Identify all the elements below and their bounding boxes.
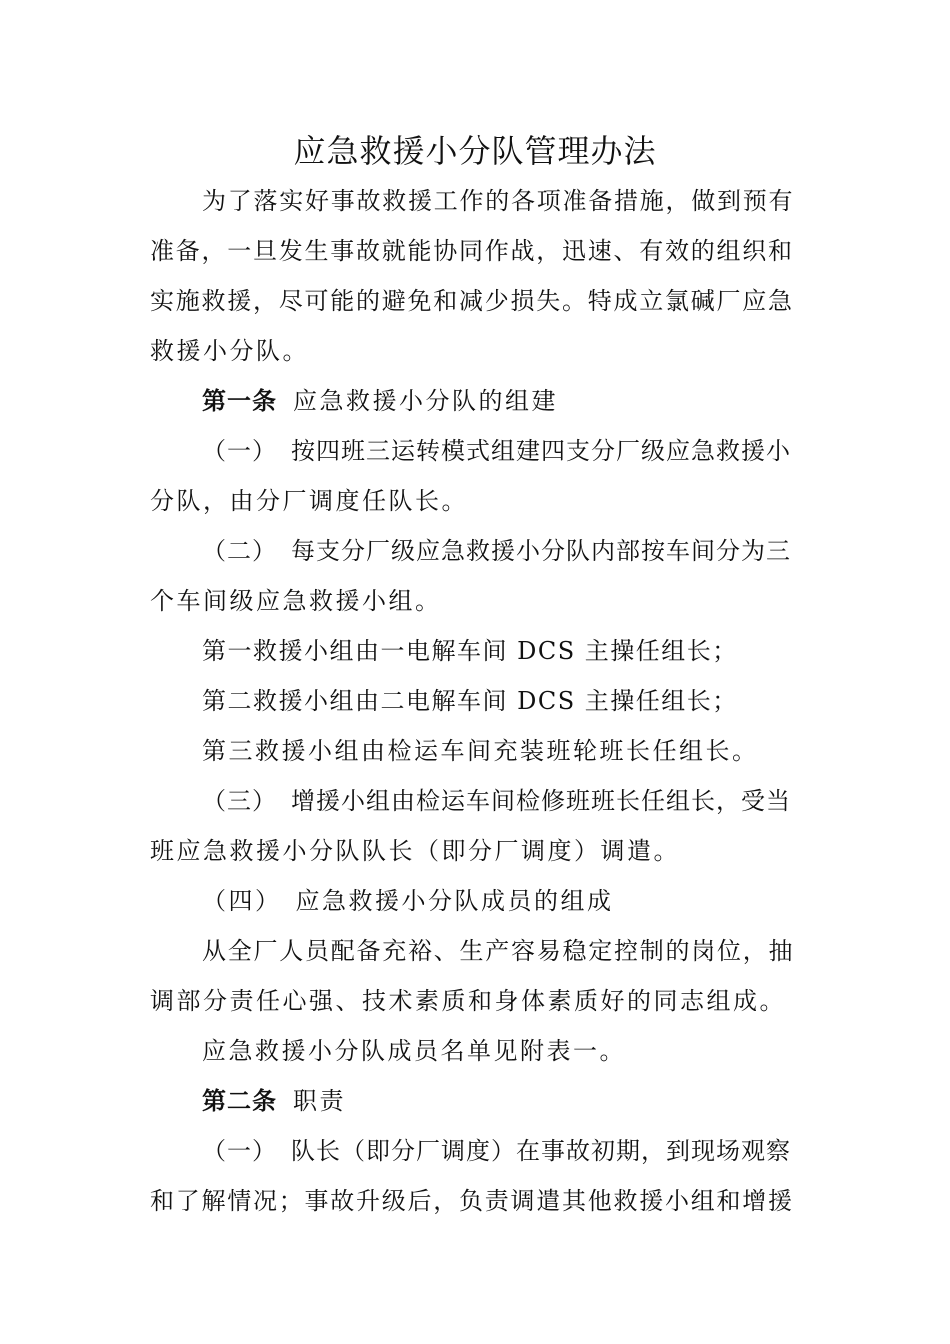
line-text: 准备，一旦发生事故就能协同作战，迅速、有效的组织和 [150, 237, 794, 265]
line-text: 队长（即分厂调度）在事故初期，到现场观察 [291, 1137, 791, 1165]
line-text: 增援小组由检运车间检修班班长任组长，受当 [291, 787, 791, 815]
paragraph-line [150, 326, 795, 376]
line-text: 职责 [293, 1087, 346, 1115]
paragraph-line [150, 1176, 795, 1226]
line-text: 为了落实好事故救援工作的各项准备措施，做到预有 [202, 187, 795, 215]
clause-number: （二） [202, 537, 277, 565]
paragraph-line [150, 826, 795, 876]
paragraph-line [150, 626, 795, 676]
document-title: 应急救援小分队管理办法 [293, 132, 657, 170]
line-text: 实施救援，尽可能的避免和减少损失。特成立氯碱厂应急 [150, 287, 794, 315]
clause-number: （四） [202, 887, 282, 915]
line-text: 从全厂人员配备充裕、生产容易稳定控制的岗位，抽 [202, 937, 795, 965]
article-number: 第二条 [202, 1087, 277, 1115]
clause-line [150, 526, 795, 576]
paragraph-line [150, 676, 795, 726]
clause-line [150, 1126, 795, 1176]
line-text: 调部分责任心强、技术素质和身体素质好的同志组成。 [150, 987, 786, 1015]
article-heading [150, 376, 795, 426]
line-text: 应急救援小分队成员的组成 [295, 887, 614, 915]
line-text: 第三救援小组由检运车间充装班轮班长任组长。 [202, 737, 759, 765]
line-text: 第一救援小组由一电解车间 DCS 主操任组长； [202, 637, 738, 665]
clause-line [150, 426, 795, 476]
line-text: 应急救援小分队的组建 [293, 387, 558, 415]
line-text: 救援小分队。 [150, 337, 309, 365]
line-text: 分队，由分厂调度任队长。 [150, 487, 468, 515]
article-heading [150, 1076, 795, 1126]
line-text: 个车间级应急救援小组。 [150, 587, 442, 615]
paragraph-line [150, 576, 795, 626]
paragraph-line [150, 276, 795, 326]
line-text: 每支分厂级应急救援小分队内部按车间分为三 [291, 537, 791, 565]
document-body [150, 176, 795, 1226]
paragraph-line [150, 176, 795, 226]
paragraph-line [150, 226, 795, 276]
article-number: 第一条 [202, 387, 277, 415]
paragraph-line [150, 976, 795, 1026]
line-text: 班应急救援小分队队长（即分厂调度）调遣。 [150, 837, 680, 865]
line-text: 第二救援小组由二电解车间 DCS 主操任组长； [202, 687, 738, 715]
clause-line [150, 776, 795, 826]
line-text: 按四班三运转模式组建四支分厂级应急救援小 [291, 437, 791, 465]
paragraph-line [150, 476, 795, 526]
line-text: 和了解情况；事故升级后，负责调遣其他救援小组和增援 [150, 1187, 794, 1215]
clause-number: （三） [202, 787, 277, 815]
paragraph-line [150, 726, 795, 776]
clause-number: （一） [202, 437, 277, 465]
paragraph-line [150, 926, 795, 976]
clause-line [150, 876, 795, 926]
clause-number: （一） [202, 1137, 277, 1165]
line-text: 应急救援小分队成员名单见附表一。 [202, 1037, 626, 1065]
paragraph-line [150, 1026, 795, 1076]
